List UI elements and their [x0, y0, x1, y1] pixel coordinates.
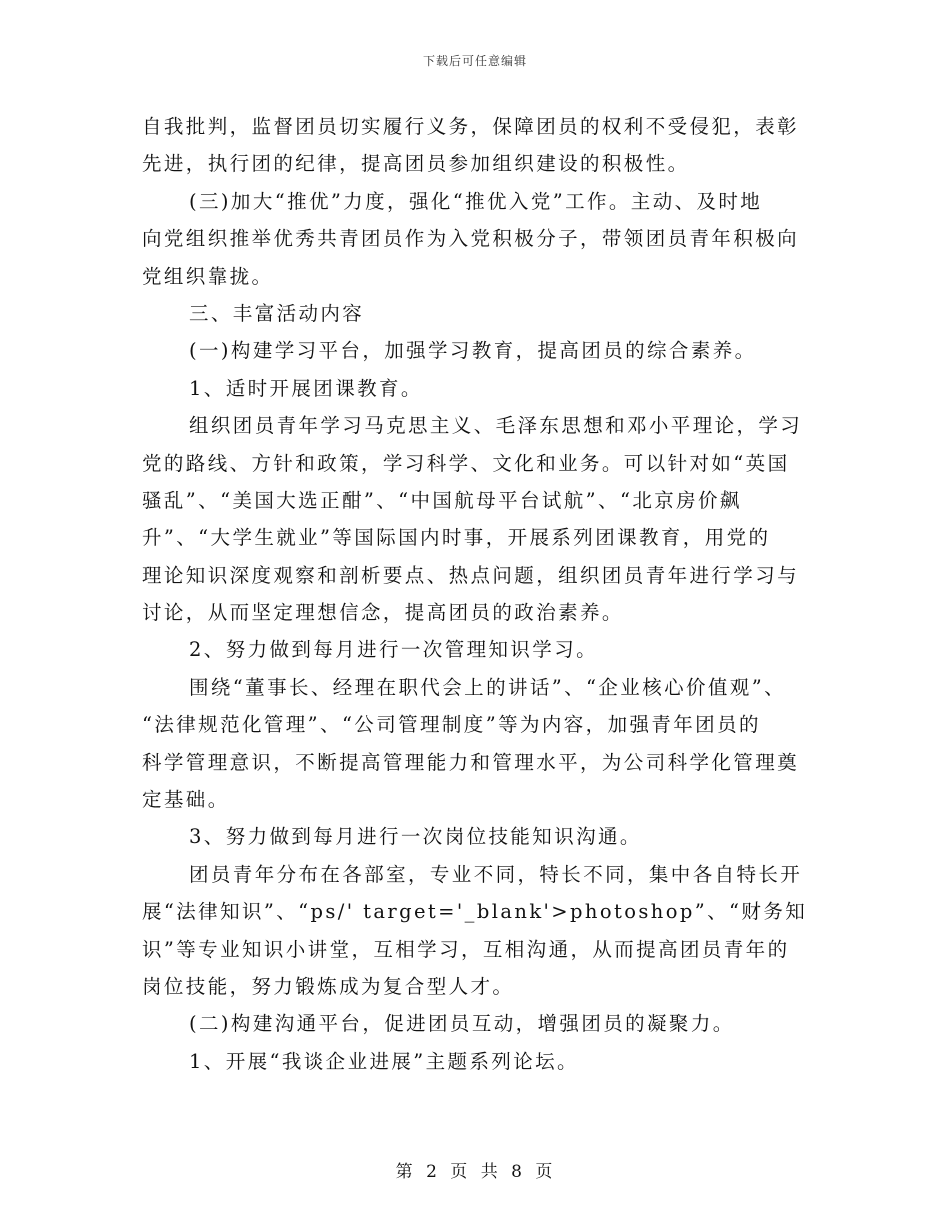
text-line: 团员青年分布在各部室，专业不同，特长不同，集中各自特长开 [189, 862, 803, 886]
text-line: 组织团员青年学习马克思主义、毛泽东思想和邓小平理论，学习 [189, 414, 803, 438]
item-heading: 1、开展“我谈企业进展”主题系列论坛。 [189, 1049, 579, 1073]
subsection-heading: (二)构建沟通平台，促进团员互动，增强团员的凝聚力。 [189, 1012, 735, 1036]
page-number: 第 2 页 共 8 页 [395, 1162, 555, 1182]
text-line: 岗位技能，努力锻炼成为复合型人才。 [142, 974, 515, 998]
text-line: 骚乱”、“美国大选正酣”、“中国航母平台试航”、“北京房价飙 [142, 488, 742, 512]
text-line: 党的路线、方针和政策，学习科学、文化和业务。可以针对如“英国 [142, 451, 790, 475]
item-heading: 1、适时开展团课教育。 [189, 376, 423, 400]
text-line: 围绕“董事长、经理在职代会上的讲话”、“企业核心价值观”、 [189, 675, 786, 699]
text-line: 展“法律知识”、“ps/' target='_blank'>photoshop”、“财务知 [142, 900, 808, 924]
text-line: 自我批判，监督团员切实履行义务，保障团员的权利不受侵犯，表彰 [142, 115, 800, 138]
text-line: 向党组织推举优秀共青团员作为入党积极分子，带领团员青年积极向 [142, 227, 800, 251]
text-line: 识”等专业知识小讲堂，互相学习，互相沟通，从而提高团员青年的 [142, 937, 790, 961]
page-header-note: 下载后可任意编辑 [422, 54, 527, 68]
text-line: 定基础。 [142, 788, 230, 812]
item-heading: 2、努力做到每月进行一次管理知识学习。 [189, 638, 599, 662]
text-line: 讨论，从而坚定理想信念，提高团员的政治素养。 [142, 601, 624, 625]
text-line: 党组织靠拢。 [142, 264, 274, 288]
text-line: 理论知识深度观察和剖析要点、热点问题，组织团员青年进行学习与 [142, 563, 800, 587]
text-line: “法律规范化管理”、“公司管理制度”等为内容，加强青年团员的 [142, 713, 761, 737]
text-line: 升”、“大学生就业”等国际国内时事，开展系列团课教育，用党的 [142, 526, 771, 550]
body-text [142, 108, 812, 1080]
item-heading: 3、努力做到每月进行一次岗位技能知识沟通。 [189, 825, 642, 849]
section-heading: 三、丰富活动内容 [189, 301, 365, 325]
text-line: (三)加大“推优”力度，强化“推优入党”工作。主动、及时地 [189, 189, 763, 213]
text-line: 科学管理意识，不断提高管理能力和管理水平，为公司科学化管理奠 [142, 750, 800, 774]
text-line: 先进，执行团的纪律，提高团员参加组织建设的积极性。 [142, 152, 690, 176]
subsection-heading: (一)构建学习平台，加强学习教育，提高团员的综合素养。 [189, 339, 757, 363]
